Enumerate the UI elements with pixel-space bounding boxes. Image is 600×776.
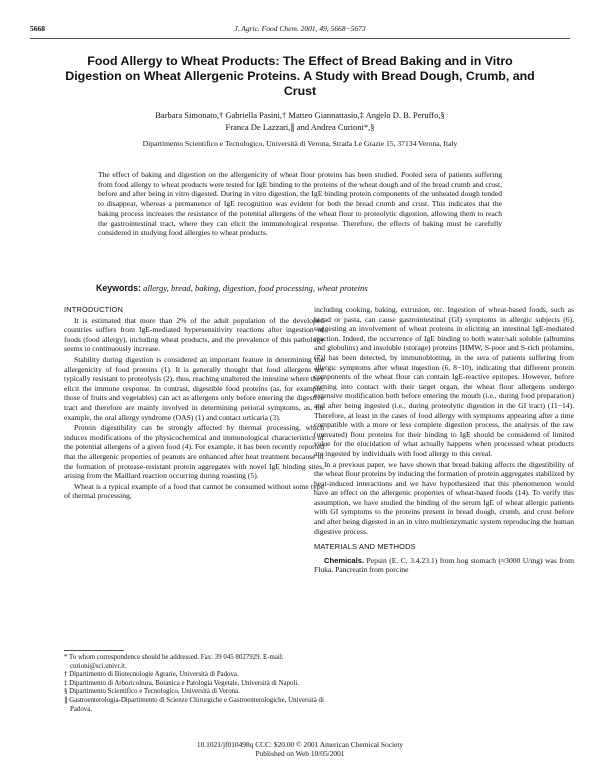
running-header: [30, 24, 570, 36]
section-heading-introduction: INTRODUCTION: [64, 305, 124, 314]
footnote-rule: [64, 650, 124, 651]
section-heading-materials-methods: MATERIALS AND METHODS: [314, 542, 416, 552]
paragraph: Stability during digestion is considered an important feature in determining the allergenicity of food proteins (1). It is generally thought that food allergens are typically resistant to proteolysis (2), thus, reaching unaltered the intestine where they elicit the immune response. In contrast, digestible food proteins (as, for example, those of fruits and vegetables) can act as allergens only before entering the digestive tract and therefore are mainly involved in determining perioral symptoms, as, for example, the oral allergy syndrome (OAS) (1) and contact urticaria (3).: [64, 354, 324, 422]
footnote: ‡ Dipartimento di Arboricoltura, Botanica e Patologia Vegetale, Università di Napoli.: [64, 679, 300, 687]
footnote: ∥ Gastroenterologia-Dipartimento di Scienze Chirurgiche e Gastroenterologiche, Università di Padova.: [64, 696, 324, 713]
paragraph: It is estimated that more than 2% of the adult population of the developed countries suffers from IgE-mediated hypersensitivity reactions after ingestion of foods (food allergy), including wheat products, and the prevalence of this pathology seems to continuously increase.: [64, 315, 324, 354]
paragraph: In a previous paper, we have shown that bread baking affects the digestibility of the wheat flour proteins by inducing the formation of protein aggregates stabilized by heat-induced interactions and we have hypothesized that this phenomenon would have an effect on the allergenic properties of wheat-based foods (14). To verify this assumption, we have studied the binding of the serum IgE of wheat allergic patients with GI symptoms to the proteins present in bread dough, crumb, and crust before and after being digested in an in vitro multienzymatic system reproducing the human digestive process.: [314, 459, 574, 536]
footnote: § Dipartimento Scientifico e Tecnologico, Università di Verona.: [64, 688, 240, 696]
page-number: 5668: [30, 24, 45, 33]
footnote: * To whom correspondence should be addressed. Fax: 39 045 8027929. E-mail: curioni@sci.univr.it.: [64, 654, 284, 670]
chemicals-label: Chemicals.: [324, 555, 365, 565]
chemicals-text: Pepsin (E. C. 3.4.23.1) from hog stomach (≈3000 U/mg) was from Fluka. Pancreatin from porcine: [314, 555, 575, 575]
authors-line-1: Barbara Simonato,† Gabriella Pasini,† Matteo Giannattasio,‡ Angelo D. B. Peruffo,§: [155, 110, 445, 120]
keywords-text: allergy, bread, baking, digestion, food processing, wheat proteins: [143, 283, 368, 293]
keywords: [96, 283, 540, 293]
paragraph: Protein digestibility can be strongly affected by thermal processing, which induces modifications of the physicochemical and immunological characteristics of the potential allergens of a given food (4). For example, it has been recently reported that the allergenic properties of peanuts are enhanced after heat treatment because of the formation of protease-resistant protein aggregates with novel IgE binding sites, arising from the Maillard reaction occurring during roasting (5).: [64, 423, 324, 481]
footnote: † Dipartimento di Biotecnologie Agrarie, Università di Padova.: [64, 671, 239, 679]
keywords-label: Keywords:: [96, 283, 141, 293]
affiliation: Dipartimento Scientifico e Tecnologico, Università di Verona, Strada Le Grazie 15, 37134 Verona, Italy: [142, 139, 458, 148]
left-column: [64, 305, 324, 502]
abstract: The effect of baking and digestion on the allergenicity of wheat flour proteins has been studied. Pooled sera of patients suffering from food allergy to wheat products were tested for IgE binding to the proteins of the wheat dough and of the bread crumb and crust, before and after being in vitro digested. During in vitro digestion, the IgE binding protein components of the unheated dough tended to disappear, whereas a permanence of IgE recognition was evident for both the bread crumb and crust. This indicates that the baking process increases the resistance of the potential allergens of the wheat flour to proteolytic digestion, allowing them to reach the gastrointestinal tract, where they can elicit the immunological response. Therefore, the effects of baking must be carefully considered in studying food allergies to wheat products.: [98, 170, 502, 238]
authors: [60, 110, 540, 133]
doi-line: 10.1021/jf010498q CCC: $20.00 © 2001 American Chemical Society: [196, 740, 404, 749]
footnotes: [64, 650, 324, 714]
header-rule: [30, 38, 570, 39]
published-line: Published on Web 10/05/2001: [255, 749, 345, 758]
authors-line-2: Franca De Lazzari,∥ and Andrea Curioni*,§: [225, 121, 375, 132]
right-column: [314, 305, 574, 576]
paragraph: Wheat is a typical example of a food that cannot be consumed without some type of thermal processing,: [64, 481, 324, 501]
paragraph: including cooking, baking, extrusion, etc. Ingestion of wheat-based foods, such as bread or pasta, can cause gastrointestinal (GI) symptoms in allergic subjects (6), suggesting an involvement of wheat proteins in eliciting an intestinal IgE-mediated reaction. Indeed, the occurrence of IgE binding to both water/salt soluble (albumins and globulins) and insoluble (storage) proteins [HMW, S-poor and S-rich prolamins, (7)] has been detected, by immunoblotting, in the sera of patients suffering from allergic symptoms after wheat ingestion (6, 8−10), indicating that different protein components of the wheat flour can contain IgE-reactive epitopes. However, before coming into contact with their target organ, the wheat flour allergens undergo extensive modification both before entering the mouth (i.e., during food preparation) and after being ingested (i.e., during proteolytic digestion in the GI tract) (11−14). Therefore, at least in the cases of food allergy with symptoms appearing after a time compatible with a more or less complete digestion process, the analysis of the raw (untreated) flour proteins for their binding to IgE should be considered of limited value for the elucidation of what actually happens when processed wheat products are ingested by individuals with food allergy to this cereal.: [314, 305, 574, 458]
article-title: Food Allergy to Wheat Products: The Effect of Bread Baking and in Vitro Digestion on Wheat Allergenic Proteins. A Study with Bread Dough, Crumb, and Crust: [65, 54, 535, 98]
chemicals-paragraph: [314, 556, 574, 575]
page-footer: [0, 740, 600, 758]
journal-citation: J. Agric. Food Chem. 2001, 49, 5668−5673: [234, 24, 366, 33]
